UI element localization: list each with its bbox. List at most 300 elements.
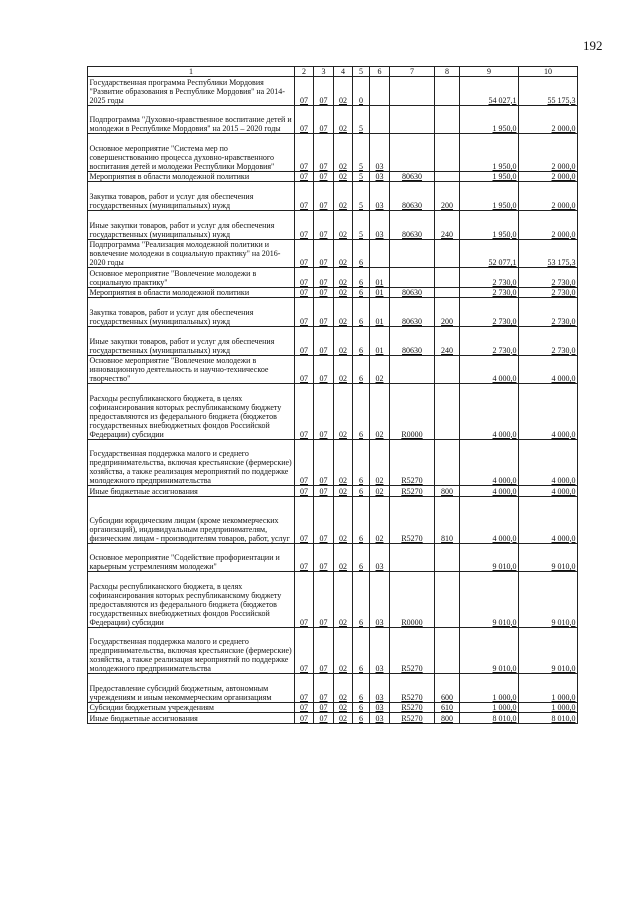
section-code-value: 07 (300, 124, 308, 134)
expense-type-cell (435, 439, 460, 486)
subprogram-code-value: 6 (359, 258, 363, 268)
amount-year2-cell (519, 543, 578, 572)
direction-code-value: R5270 (401, 664, 423, 674)
amount-year2-cell (519, 674, 578, 703)
measure-code-cell (370, 674, 390, 703)
subprogram-code-cell (353, 355, 370, 384)
program-code-value: 02 (339, 714, 347, 724)
subprogram-code-value: 6 (359, 374, 363, 384)
amount-year1-cell (460, 384, 519, 440)
measure-code-value: 03 (375, 172, 384, 182)
expense-type-cell (435, 496, 460, 543)
amount-year1-value: 8 010,0 (492, 714, 517, 724)
direction-code-cell (390, 384, 435, 440)
subprogram-code-cell (353, 486, 370, 497)
subprogram-code-value: 5 (359, 229, 363, 239)
subsection-code-value: 07 (319, 288, 328, 298)
row-name-cell: Государственная поддержка малого и среднего предпринимательства, включая крестьянские (фермерские) хозяйства, а также реализация мероприятий по поддержке молодежного предпринимательства (88, 627, 295, 674)
amount-year1-cell (460, 702, 519, 713)
expense-type-cell (435, 486, 460, 497)
column-header: 6 (370, 67, 390, 77)
amount-year2-cell (519, 702, 578, 713)
program-code-cell (334, 182, 353, 211)
direction-code-cell (390, 239, 435, 268)
subsection-code-cell (314, 674, 334, 703)
row-name-cell: Иные бюджетные ассигнования (88, 486, 295, 497)
measure-code-cell (370, 627, 390, 674)
row-name-cell: Субсидии юридическим лицам (кроме некоммерческих организаций), индивидуальным предпринимателям, физическим лицам - производителям товаров, работ, услуг (88, 496, 295, 543)
section-code-cell (295, 77, 314, 106)
subprogram-code-cell (353, 572, 370, 628)
section-code-cell (295, 496, 314, 543)
subsection-code-cell (314, 384, 334, 440)
subsection-code-cell (314, 171, 334, 182)
table-body (88, 77, 578, 724)
amount-year2-cell (519, 627, 578, 674)
section-code-cell (295, 268, 314, 288)
row-name-cell: Расходы республиканского бюджета, в целях софинансирования которых республиканскому бюджету предоставляются из федерального бюджета (бюджетов государственных внебюджетных фондов Российской Федерации) субсидии (88, 572, 295, 628)
program-code-value: 02 (339, 374, 347, 384)
section-code-cell (295, 105, 314, 134)
direction-code-value: R5270 (401, 533, 423, 543)
section-code-cell (295, 384, 314, 440)
measure-code-cell (370, 134, 390, 172)
amount-year2-cell (519, 239, 578, 268)
subsection-code-value: 07 (319, 692, 328, 702)
expense-type-cell (435, 134, 460, 172)
program-code-cell (334, 439, 353, 486)
direction-code-value: R5270 (401, 692, 423, 702)
program-code-cell (334, 713, 353, 724)
direction-code-cell (390, 77, 435, 106)
amount-year1-value: 4 000,0 (492, 533, 517, 543)
subprogram-code-value: 6 (359, 714, 363, 724)
measure-code-value: 01 (375, 316, 384, 326)
measure-code-cell (370, 105, 390, 134)
direction-code-cell (390, 268, 435, 288)
table-row (88, 210, 578, 239)
direction-code-value: R5270 (401, 476, 423, 486)
program-code-value: 02 (339, 277, 347, 287)
subprogram-code-cell (353, 77, 370, 106)
section-code-cell (295, 486, 314, 497)
measure-code-value: 02 (375, 486, 384, 496)
expense-type-cell (435, 572, 460, 628)
section-code-value: 07 (300, 476, 308, 486)
subsection-code-cell (314, 182, 334, 211)
amount-year2-value: 2 000,0 (551, 200, 576, 210)
subprogram-code-cell (353, 326, 370, 355)
measure-code-cell (370, 268, 390, 288)
measure-code-value: 02 (375, 374, 384, 384)
amount-year2-value: 8 010,0 (551, 714, 576, 724)
amount-year1-cell (460, 326, 519, 355)
amount-year1-cell (460, 572, 519, 628)
section-code-value: 07 (300, 664, 308, 674)
page-number: 192 (583, 38, 603, 53)
program-code-cell (334, 239, 353, 268)
table-row (88, 713, 578, 724)
expense-type-value: 800 (441, 486, 453, 496)
expense-type-cell (435, 298, 460, 327)
subsection-code-value: 07 (319, 476, 328, 486)
expense-type-value: 240 (441, 345, 453, 355)
amount-year2-cell (519, 355, 578, 384)
column-header: 1 (88, 67, 295, 77)
subprogram-code-cell (353, 239, 370, 268)
table-row (88, 496, 578, 543)
expense-type-value: 200 (441, 200, 453, 210)
table-row (88, 171, 578, 182)
amount-year1-cell (460, 210, 519, 239)
section-code-value: 07 (300, 345, 308, 355)
measure-code-cell (370, 239, 390, 268)
amount-year2-cell (519, 77, 578, 106)
subprogram-code-value: 6 (359, 288, 363, 298)
program-code-cell (334, 210, 353, 239)
measure-code-value: 03 (375, 562, 384, 572)
direction-code-cell (390, 171, 435, 182)
row-name-cell: Субсидии бюджетным учреждениям (88, 702, 295, 713)
amount-year2-cell (519, 134, 578, 172)
expense-type-cell (435, 702, 460, 713)
subsection-code-value: 07 (319, 345, 328, 355)
subsection-code-cell (314, 496, 334, 543)
program-code-cell (334, 384, 353, 440)
subprogram-code-cell (353, 268, 370, 288)
amount-year2-value: 9 010,0 (551, 617, 576, 627)
expense-type-cell (435, 713, 460, 724)
measure-code-cell (370, 543, 390, 572)
expense-type-cell (435, 105, 460, 134)
direction-code-cell (390, 298, 435, 327)
amount-year1-value: 4 000,0 (492, 374, 517, 384)
subprogram-code-value: 5 (359, 124, 363, 134)
expense-type-cell (435, 287, 460, 298)
amount-year2-value: 4 000,0 (551, 374, 576, 384)
program-code-value: 02 (339, 95, 347, 105)
subsection-code-cell (314, 439, 334, 486)
subprogram-code-value: 6 (359, 703, 363, 713)
direction-code-cell (390, 439, 435, 486)
row-name-cell: Иные закупки товаров, работ и услуг для обеспечения государственных (муниципальных) нужд (88, 326, 295, 355)
amount-year2-cell (519, 182, 578, 211)
subsection-code-cell (314, 210, 334, 239)
column-header: 10 (519, 67, 578, 77)
measure-code-cell (370, 713, 390, 724)
measure-code-cell (370, 287, 390, 298)
section-code-cell (295, 572, 314, 628)
direction-code-value: R0000 (401, 617, 423, 627)
measure-code-cell (370, 326, 390, 355)
program-code-cell (334, 287, 353, 298)
program-code-value: 02 (339, 345, 347, 355)
amount-year2-cell (519, 105, 578, 134)
direction-code-value: R5270 (401, 703, 423, 713)
subprogram-code-cell (353, 171, 370, 182)
program-code-cell (334, 326, 353, 355)
program-code-cell (334, 486, 353, 497)
amount-year2-value: 4 000,0 (551, 533, 576, 543)
measure-code-value: 03 (375, 692, 384, 702)
amount-year1-cell (460, 77, 519, 106)
subsection-code-value: 07 (319, 664, 328, 674)
section-code-cell (295, 287, 314, 298)
subprogram-code-value: 0 (359, 95, 363, 105)
row-name-cell: Подпрограмма "Реализация молодежной политики и вовлечение молодежи в социальную практику" на 2016-2020 годы (88, 239, 295, 268)
amount-year1-value: 9 010,0 (492, 617, 517, 627)
amount-year2-cell (519, 171, 578, 182)
column-header: 8 (435, 67, 460, 77)
row-name-cell: Мероприятия в области молодежной политики (88, 287, 295, 298)
amount-year2-value: 53 175,3 (547, 258, 576, 268)
section-code-value: 07 (300, 703, 308, 713)
table-row (88, 486, 578, 497)
subprogram-code-value: 5 (359, 161, 363, 171)
amount-year1-cell (460, 134, 519, 172)
row-name-cell: Иные закупки товаров, работ и услуг для обеспечения государственных (муниципальных) нужд (88, 210, 295, 239)
section-code-cell (295, 627, 314, 674)
section-code-cell (295, 210, 314, 239)
program-code-cell (334, 134, 353, 172)
measure-code-value: 01 (375, 345, 384, 355)
amount-year2-value: 2 730,0 (551, 288, 576, 298)
expense-type-cell (435, 627, 460, 674)
direction-code-cell (390, 572, 435, 628)
expense-type-cell (435, 326, 460, 355)
section-code-value: 07 (300, 486, 308, 496)
subprogram-code-value: 5 (359, 200, 363, 210)
measure-code-cell (370, 182, 390, 211)
subsection-code-value: 07 (319, 562, 328, 572)
direction-code-value: 80630 (402, 316, 422, 326)
row-name-cell: Расходы республиканского бюджета, в целях софинансирования которых республиканскому бюджету предоставляются из федерального бюджета (бюджетов государственных внебюджетных фондов Российской Федерации) субсидии (88, 384, 295, 440)
column-header: 9 (460, 67, 519, 77)
amount-year2-value: 9 010,0 (551, 664, 576, 674)
direction-code-value: 80630 (402, 172, 422, 182)
expense-type-value: 240 (441, 229, 453, 239)
amount-year1-cell (460, 298, 519, 327)
subsection-code-value: 07 (319, 200, 328, 210)
program-code-value: 02 (339, 200, 347, 210)
table-row (88, 355, 578, 384)
table-row (88, 572, 578, 628)
expense-type-value: 600 (441, 692, 453, 702)
expense-type-cell (435, 210, 460, 239)
measure-code-cell (370, 77, 390, 106)
amount-year1-value: 4 000,0 (492, 429, 517, 439)
amount-year1-value: 2 730,0 (492, 345, 517, 355)
section-code-value: 07 (300, 714, 308, 724)
amount-year1-cell (460, 239, 519, 268)
measure-code-value: 03 (375, 703, 384, 713)
section-code-value: 07 (300, 316, 308, 326)
table-row (88, 182, 578, 211)
amount-year1-value: 1 000,0 (492, 703, 517, 713)
column-header: 2 (295, 67, 314, 77)
table-row (88, 239, 578, 268)
amount-year2-cell (519, 210, 578, 239)
section-code-value: 07 (300, 95, 308, 105)
subsection-code-cell (314, 239, 334, 268)
direction-code-value: R5270 (401, 486, 423, 496)
direction-code-cell (390, 326, 435, 355)
amount-year2-cell (519, 287, 578, 298)
amount-year2-cell (519, 298, 578, 327)
section-code-cell (295, 326, 314, 355)
measure-code-cell (370, 439, 390, 486)
subsection-code-cell (314, 298, 334, 327)
program-code-cell (334, 674, 353, 703)
subsection-code-cell (314, 326, 334, 355)
subprogram-code-value: 6 (359, 562, 363, 572)
amount-year1-value: 4 000,0 (492, 486, 517, 496)
column-header: 3 (314, 67, 334, 77)
amount-year2-cell (519, 268, 578, 288)
amount-year1-value: 4 000,0 (492, 476, 517, 486)
section-code-cell (295, 239, 314, 268)
subprogram-code-value: 6 (359, 692, 363, 702)
amount-year1-value: 9 010,0 (492, 664, 517, 674)
section-code-cell (295, 543, 314, 572)
measure-code-value: 03 (375, 229, 384, 239)
program-code-value: 02 (339, 124, 347, 134)
measure-code-cell (370, 572, 390, 628)
measure-code-value: 03 (375, 714, 384, 724)
row-name-cell: Закупка товаров, работ и услуг для обеспечения государственных (муниципальных) нужд (88, 182, 295, 211)
program-code-value: 02 (339, 161, 347, 171)
row-name-cell: Основное мероприятие "Вовлечение молодежи в социальную практику" (88, 268, 295, 288)
measure-code-value: 03 (375, 161, 384, 171)
table-row (88, 627, 578, 674)
amount-year1-value: 1 950,0 (492, 200, 517, 210)
row-name-cell: Государственная программа Республики Мордовия "Развитие образования в Республике Мордовия" на 2014-2025 годы (88, 77, 295, 106)
subsection-code-cell (314, 543, 334, 572)
amount-year1-value: 52 077,1 (488, 258, 517, 268)
amount-year1-cell (460, 496, 519, 543)
section-code-value: 07 (300, 288, 308, 298)
direction-code-cell (390, 543, 435, 572)
expense-type-cell (435, 674, 460, 703)
section-code-value: 07 (300, 562, 308, 572)
subprogram-code-value: 6 (359, 316, 363, 326)
table-row (88, 287, 578, 298)
program-code-cell (334, 355, 353, 384)
amount-year2-cell (519, 486, 578, 497)
subsection-code-value: 07 (319, 714, 328, 724)
subprogram-code-cell (353, 105, 370, 134)
subsection-code-cell (314, 268, 334, 288)
amount-year2-value: 2 730,0 (551, 316, 576, 326)
measure-code-cell (370, 702, 390, 713)
expense-type-cell (435, 182, 460, 211)
subsection-code-cell (314, 287, 334, 298)
program-code-value: 02 (339, 316, 347, 326)
subsection-code-value: 07 (319, 95, 328, 105)
program-code-value: 02 (339, 258, 347, 268)
subprogram-code-cell (353, 702, 370, 713)
direction-code-value: R5270 (401, 714, 423, 724)
subprogram-code-value: 5 (359, 172, 363, 182)
measure-code-value: 01 (375, 288, 384, 298)
program-code-value: 02 (339, 429, 347, 439)
expense-type-value: 200 (441, 316, 453, 326)
subprogram-code-cell (353, 496, 370, 543)
amount-year1-cell (460, 543, 519, 572)
section-code-value: 07 (300, 429, 308, 439)
amount-year1-value: 9 010,0 (492, 562, 517, 572)
amount-year1-cell (460, 182, 519, 211)
amount-year1-cell (460, 287, 519, 298)
subprogram-code-value: 6 (359, 533, 363, 543)
section-code-value: 07 (300, 229, 308, 239)
program-code-cell (334, 496, 353, 543)
amount-year1-value: 1 950,0 (492, 172, 517, 182)
amount-year2-value: 2 000,0 (551, 229, 576, 239)
program-code-cell (334, 702, 353, 713)
table-header-row (88, 67, 578, 77)
measure-code-value: 03 (375, 200, 384, 210)
expense-type-cell (435, 384, 460, 440)
subprogram-code-cell (353, 439, 370, 486)
subsection-code-value: 07 (319, 161, 328, 171)
direction-code-cell (390, 134, 435, 172)
direction-code-value: R0000 (401, 429, 423, 439)
amount-year1-cell (460, 439, 519, 486)
subsection-code-cell (314, 627, 334, 674)
amount-year1-cell (460, 105, 519, 134)
program-code-value: 02 (339, 533, 347, 543)
subprogram-code-value: 6 (359, 486, 363, 496)
subprogram-code-cell (353, 543, 370, 572)
program-code-value: 02 (339, 486, 347, 496)
subsection-code-value: 07 (319, 229, 328, 239)
program-code-cell (334, 627, 353, 674)
measure-code-value: 01 (375, 277, 384, 287)
subsection-code-value: 07 (319, 703, 328, 713)
direction-code-cell (390, 355, 435, 384)
subsection-code-value: 07 (319, 172, 328, 182)
amount-year1-value: 1 950,0 (492, 161, 517, 171)
program-code-value: 02 (339, 229, 347, 239)
program-code-cell (334, 298, 353, 327)
direction-code-cell (390, 496, 435, 543)
amount-year2-value: 2 000,0 (551, 161, 576, 171)
subsection-code-value: 07 (319, 277, 328, 287)
amount-year1-cell (460, 713, 519, 724)
row-name-cell: Подпрограмма "Духовно-нравственное воспитание детей и молодежи в Республике Мордовия" на 2015 – 2020 годы (88, 105, 295, 134)
amount-year2-cell (519, 496, 578, 543)
subsection-code-cell (314, 702, 334, 713)
amount-year2-value: 1 000,0 (551, 703, 576, 713)
measure-code-cell (370, 171, 390, 182)
section-code-value: 07 (300, 200, 308, 210)
expense-type-value: 610 (441, 703, 453, 713)
direction-code-cell (390, 105, 435, 134)
amount-year2-value: 2 730,0 (551, 345, 576, 355)
table-row (88, 105, 578, 134)
subsection-code-cell (314, 134, 334, 172)
subprogram-code-value: 6 (359, 429, 363, 439)
row-name-cell: Иные бюджетные ассигнования (88, 713, 295, 724)
amount-year2-value: 4 000,0 (551, 476, 576, 486)
table-row (88, 268, 578, 288)
direction-code-cell (390, 210, 435, 239)
section-code-cell (295, 171, 314, 182)
program-code-cell (334, 77, 353, 106)
subprogram-code-cell (353, 287, 370, 298)
measure-code-value: 02 (375, 476, 384, 486)
